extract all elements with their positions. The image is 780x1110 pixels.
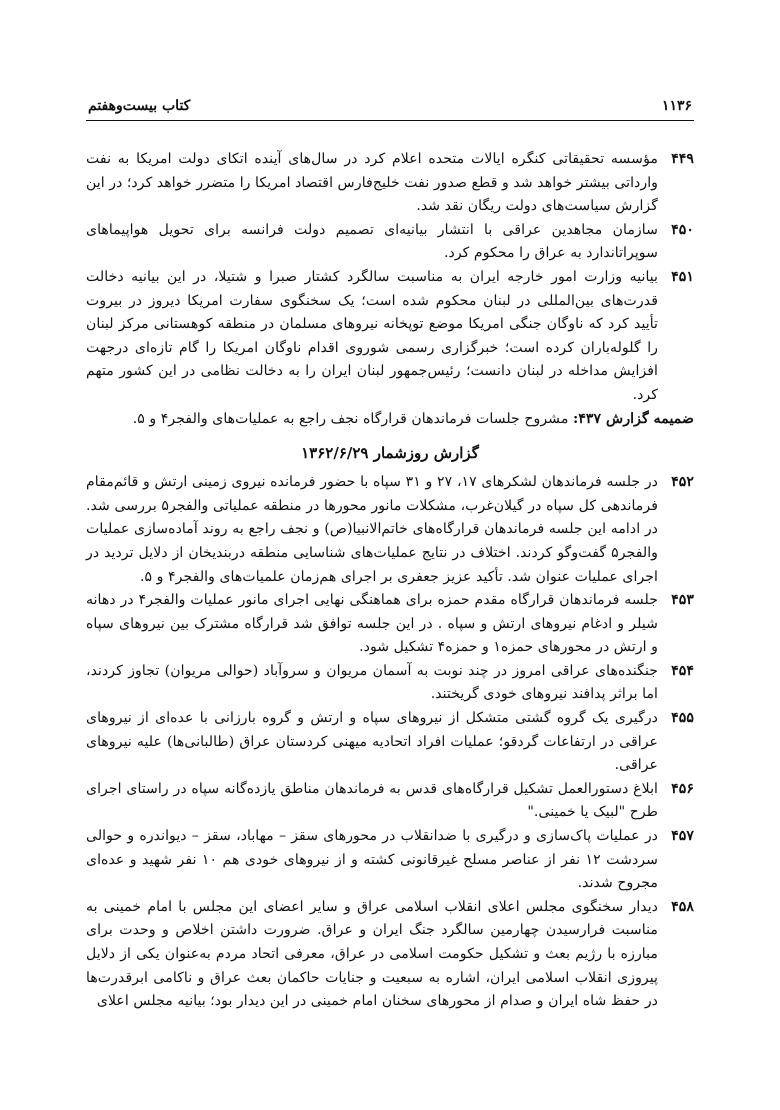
entry-number: ۴۵۷ [671, 828, 694, 845]
entry-number: ۴۵۸ [671, 898, 694, 915]
entry-457 [86, 825, 694, 896]
entry-450 [86, 219, 694, 266]
header-divider [86, 120, 694, 121]
entry-text: مؤسسه تحقیقاتی کنگره ایالات متحده اعلام کرد در سال‌های آینده اتکای دولت امریکا به نفت وارداتی بیشتر خواهد شد و قطع صدور نفت خلیج‌فارس اقتصاد امریکا را متضرر خواهد کرد؛ در این گزارش سیاست‌های دولت ریگان نقد شد. [86, 151, 658, 215]
entry-text: جنگنده‌های عراقی امروز در چند نوبت به آسمان مریوان و سروآباد (حوالی مریوان) تجاوز کردند، اما براثر پدافند نیروهای خودی گریختند. [86, 662, 658, 703]
page-body [86, 148, 694, 1014]
entry-452 [86, 471, 694, 589]
entry-454 [86, 660, 694, 707]
entry-text: دیدار سخنگوی مجلس اعلای انقلاب اسلامی عراق و سایر اعضای این مجلس با امام خمینی به مناسبت فرارسیدن چهارمین سالگرد جنگ ایران و عراق. ضرورت داشتن اخلاص و وحدت برای مبارزه با رژیم بعث و تشکیل حکومت اسلامی در عراق، معرفی اتحاد مردم به‌عنوان یکی از دلایل پیروزی انقلاب اسلامی ایران، اشاره به سبعیت و جنایات حاکمان بعث عراق و ناکامی ابرقدرت‌ها در حفظ شاه ایران و صدام از محورهای سخنان امام خمینی در این دیدار بود؛ بیانیه مجلس اعلای [86, 898, 658, 1010]
appendix-note [86, 408, 694, 432]
entry-number: ۴۵۳ [671, 592, 694, 609]
page-header [88, 88, 692, 114]
entry-number: ۴۵۱ [671, 268, 694, 285]
report-heading: گزارش روزشمار ۱۳۶۲/۶/۲۹ [301, 444, 479, 463]
entry-text: جلسه فرماندهان قرارگاه مقدم حمزه برای هماهنگی نهایی اجرای مانور عملیات والفجر۴ در دهانه شیلر و ادغام نیروهای ارتش و سپاه . در این جلسه توافق شد قرارگاه مشترک بین نیروهای سپاه و ارتش در محورهای حمزه۱ و حمزه۴ تشکیل شود. [86, 592, 658, 656]
entry-number: ۴۵۶ [671, 780, 694, 797]
entry-text: سازمان مجاهدین عراقی با انتشار بیانیه‌ای تصمیم دولت فرانسه برای تحویل هواپیماهای سوپراتاندارد به عراق را محکوم کرد. [86, 221, 658, 262]
entry-458 [86, 896, 694, 1014]
entry-number: ۴۵۲ [671, 474, 694, 491]
entry-number: ۴۴۹ [671, 151, 694, 167]
page-number: ۱۱۳۶ [661, 98, 692, 114]
entry-453 [86, 589, 694, 660]
entry-451 [86, 266, 694, 408]
entry-text: در عملیات پاک‌سازی و درگیری با ضدانقلاب در محورهای سقز – مهاباد، سقز – دیواندره و حوالی سردشت ۱۲ نفر از عناصر مسلح غیرقانونی کشته و از نیروهای خودی هم ۱۰ نفر شهید و عده‌ای مجروح شدند. [86, 828, 658, 892]
entry-text: در جلسه فرماندهان لشکرهای ۱۷، ۲۷ و ۳۱ سپاه با حضور فرمانده نیروی زمینی ارتش و قائم‌مقام فرماندهی کل سپاه در گیلان‌غرب، مشکلات مانور محورها در منطقه عملیاتی والفجر۵ بررسی شد. در ادامه این جلسه فرماندهان قرارگاه‌های خاتم‌الانبیا(ص) و نجف راجع به روند آماده‌سازی عملیات والفجر۵ گفت‌وگو کردند. اختلاف در نتایج عملیات‌های شناسایی منطقه دربندیخان از دلایل تردید در اجرای عملیات عنوان شد. تأکید عزیز جعفری بر اجرای هم‌زمان علمیات‌های والفجر۴ و ۵. [86, 474, 659, 585]
entry-text: بیانیه وزارت امور خارجه ایران به مناسبت سالگرد کشتار صبرا و شتیلا، در این بیانیه دخالت قدرت‌های بین‌المللی در لبنان محکوم شده است؛ یک سخنگوی سفارت امریکا دیروز در بیروت تأیید کرد که ناوگان جنگی امریکا موضع توپخانه نیروهای مسلمان در منطقه کوهستانی مرکز لبنان را گلوله‌باران کرده است؛ خبرگزاری رسمی شوروی اقدام ناوگان امریکا را گام تازه‌ای درجهت افزایش مداخله در لبنان دانست؛ رئیس‌جمهور لبنان ایران را به دخالت نظامی در این کشور متهم کرد. [86, 268, 658, 403]
entry-number: ۴۵۴ [671, 662, 694, 679]
entry-449 [86, 148, 694, 219]
appendix-label: ضمیمه گزارش ۴۳۷: [572, 410, 694, 427]
entry-number: ۴۵۵ [671, 710, 694, 727]
entry-number: ۴۵۰ [671, 221, 694, 238]
book-title: کتاب بیست‌وهفتم [88, 98, 191, 114]
entry-455 [86, 707, 694, 778]
appendix-text: مشروح جلسات فرماندهان قرارگاه نجف راجع به عملیات‌های والفجر۴ و ۵. [132, 410, 573, 427]
entry-text: ابلاغ دستورالعمل تشکیل قرارگاه‌های قدس به فرماندهان مناطق یازده‌گانه سپاه در راستای اجرای طرح "لبیک یا خمینی." [86, 780, 658, 821]
entry-456 [86, 778, 694, 825]
entry-text: درگیری یک گروه گشتی متشکل از نیروهای سپاه و ارتش و گروه بارزانی با عده‌ای از نیروهای عراقی در ارتفاعات گردقو؛ عملیات افراد اتحادیه میهنی کردستان عراق (طالبانی‌ها) علیه نیروهای عراقی. [86, 710, 658, 774]
